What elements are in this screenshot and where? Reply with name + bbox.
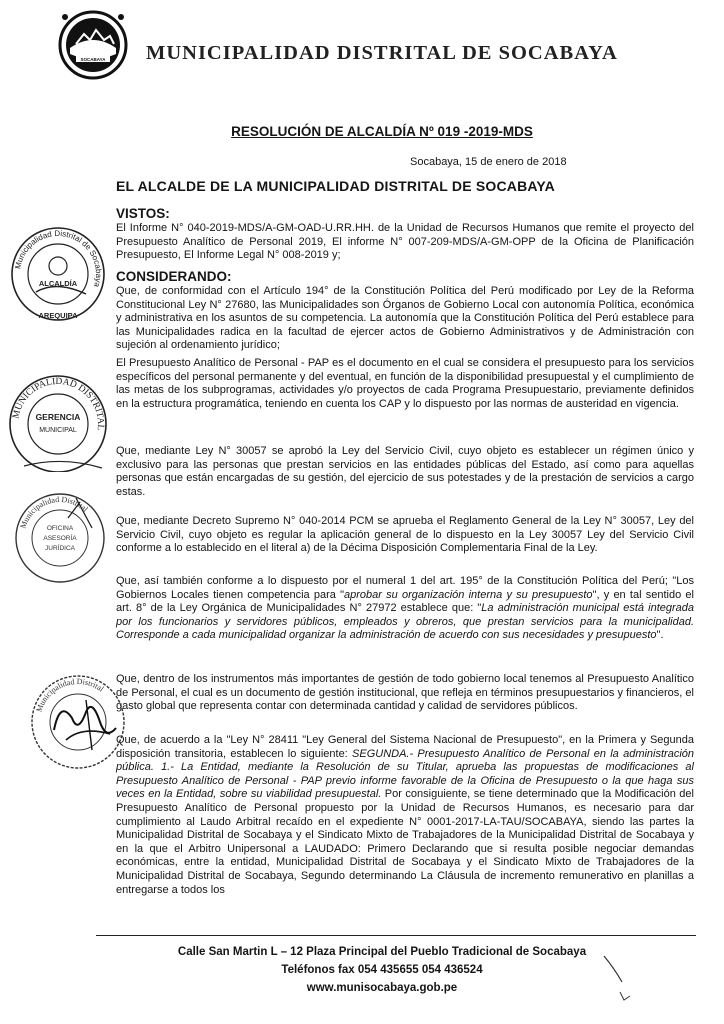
considerando-paragraph-1: Que, de conformidad con el Artículo 194° de la Constitución Política del Perú modificado por Ley de la Reforma Constitucional Ley N° 27680, las Municipalidades son Órganos de Gobierno Local con autonomía Política, económica y administrativa en los asuntos de su competencia. La autonomía que la Constitución Política del Perú establece para las Municipalidades radica en la facultad de ejercer actos de Gobierno Administrativos y de Administración con sujeción al ordenamiento jurídico;	[116, 285, 694, 352]
considerando-paragraph-5	[116, 575, 694, 643]
asesoria-stamp	[10, 488, 110, 588]
stamp2-center-1: GERENCIA	[35, 412, 81, 422]
document-date: Socabaya, 15 de enero de 2018	[410, 156, 567, 168]
stamp4-ring-text: Municipalidad Distrital	[34, 676, 106, 714]
resolution-title: RESOLUCIÓN DE ALCALDÍA Nº 019 -2019-MDS	[231, 124, 533, 139]
p5-quote-a: aprobar su organización interna y su presupuesto	[344, 588, 593, 601]
p7-quote: SEGUNDA.- Presupuesto Analítico de Personal en la administración pública. 1.- La Entidad, mediante la Resolución de su Titular, aprueba las propuestas de modificaciones al Presupuesto Analítico de Personal - PAP previo informe favorable de la Oficina de Presupuesto o la que haga sus veces en la Entidad, sobre su viabilidad presupuestal.	[116, 747, 695, 801]
stamp3-center-2: ASESORÍA	[43, 535, 77, 542]
p7-text-b: Por consiguiente, se tiene determinado que la Modificación del Presupuesto Analítico de Personal propuesto por la Unidad de Recursos Humanos, es necesario para dar cumplimiento al Laudo Arbitral recaído en el expediente N° 0001-2017-LA-TAU/SOCABAYA, siendo las partes la Municipalidad Distrital de Socabaya y el Sindicato Mixto de Trabajadores de la Municipalidad Distrital de Socabaya y en la que el Arbitro Unipersonal a LAUDADO: Primero Declarando que si resulta posible negociar demandas económicas, entre la entidad, Municipalidad Distrital de Socabaya y el Sindicato Mixto de Trabajadores de la Municipalidad Distrital de Socabaya, Segundo determinando La Cláusula de incremento remunerativo en planillas a entregarse a todos los	[116, 788, 694, 896]
stamp1-center-text: ALCALDÍA	[38, 279, 78, 288]
svg-text:MUNICIPALIDAD DISTRITAL	[11, 377, 105, 431]
considerando-paragraph-3: Que, mediante Ley N° 30057 se aprobó la Ley del Servicio Civil, cuyo objeto es establecer un régimen único y exclusivo para las personas que prestan servicios en las entidades públicas del Estado, así como para aquellas personas que están encargadas de su gestión, del ejercicio de sus potestades y de la prestación de servicios a cargo estas.	[116, 445, 694, 498]
pen-mark	[600, 952, 640, 1002]
vistos-paragraph: El Informe N° 040-2019-MDS/A-GM-OAD-U.RR.HH. de la Unidad de Recursos Humanos que remite el proyecto del Presupuesto Analítico de Personal 2019, El informe N° 007-209-MDS/A-GM-OPP de la Oficina de Planificación Presupuesto, El Informe Legal N° 008-2019 y;	[116, 222, 694, 262]
logo-text: SOCABAYA	[80, 57, 106, 62]
footer-website: www.munisocabaya.gob.pe	[306, 982, 458, 994]
municipality-logo	[56, 8, 130, 82]
stamp2-center-2: MUNICIPAL	[39, 427, 77, 434]
stamp2-ring-text: MUNICIPALIDAD DISTRITAL	[11, 376, 106, 431]
alcaldia-stamp	[6, 222, 110, 326]
p5-quote-b: La administración municipal está integrada por los funcionarios y servidores públicos, empleados y obreros, que prestan servicios para la municipalidad. Corresponde a cada municipalidad organizar la administración de acuerdo con sus necesidades y presupuesto	[116, 602, 694, 642]
considerando-paragraph-6: Que, dentro de los instrumentos más importantes de gestión de todo gobierno local tenemos al Presupuesto Analítico de Personal, el cual es un documento de gestión institucional, que refleja en términos presupuestarios y financieros, el gasto global que representa contar con determinada cantidad y calidad de servidores públicos.	[116, 673, 694, 713]
p5-text-b: ", y en tal sentido el art. 8° de la Ley Orgánica de Municipalidades N° 27972 establece que: "	[116, 588, 694, 615]
stamp3-center-3: JURÍDICA	[45, 545, 75, 552]
stamp3-center-1: OFICINA	[46, 525, 74, 532]
signature-stamp	[26, 670, 132, 774]
footer-phones: Teléfonos fax 054 435655 054 436524	[281, 964, 483, 976]
section-vistos: VISTOS:	[116, 206, 170, 221]
municipality-title: MUNICIPALIDAD DISTRITAL DE SOCABAYA	[146, 42, 618, 64]
footer-divider	[96, 935, 696, 936]
stamp1-ring-text: Municipalidad Distrital de Socabaya	[13, 228, 104, 289]
considerando-paragraph-4: Que, mediante Decreto Supremo N° 040-2014 PCM se aprueba el Reglamento General de la Ley N° 30057, Ley del Servicio Civil, cuyo objeto es regular la aplicación general de lo dispuesto en la Ley 30057 Ley del Servicio Civil conforme a lo establecido en el literal a) de la Décima Disposición Complementaria Final de la Ley.	[116, 515, 694, 555]
gerencia-stamp	[2, 368, 114, 472]
p5-text-a: Que, así también conforme a lo dispuesto por el numeral 1 del art. 195° de la Constitución Política del Perú; "Los Gobiernos Locales tienen competencia para "	[116, 575, 694, 601]
footer-address: Calle San Martin L – 12 Plaza Principal del Pueblo Tradicional de Socabaya	[177, 946, 587, 958]
considerando-paragraph-2: El Presupuesto Analítico de Personal - PAP es el documento en el cual se considera el presupuesto para los servicios específicos del personal permanente y del eventual, en función de la disponibilidad presupuestal y el cumplimiento de las metas de los subprogramas, actividades y/o proyectos de cada Programa Presupuestario, previamente definidos en la estructura programática, teniendo en cuenta los CAP y lo dispuesto por las normas de austeridad en vigencia.	[116, 357, 694, 410]
p5-text-c: ".	[656, 629, 664, 642]
p7-text-a: Que, de acuerdo a la "Ley N° 28411 "Ley General del Sistema Nacional de Presupuesto", en la Primera y Segunda disposición transitoria, establecen lo siguiente:	[116, 734, 694, 760]
considerando-paragraph-7	[116, 734, 694, 897]
stamp1-bottom-text: AREQUIPA	[38, 311, 78, 320]
section-considerando: CONSIDERANDO:	[116, 269, 232, 284]
authority-heading: EL ALCALDE DE LA MUNICIPALIDAD DISTRITAL DE SOCABAYA	[116, 178, 555, 194]
stamp3-ring-text: Municipalidad Distrital	[18, 494, 90, 530]
